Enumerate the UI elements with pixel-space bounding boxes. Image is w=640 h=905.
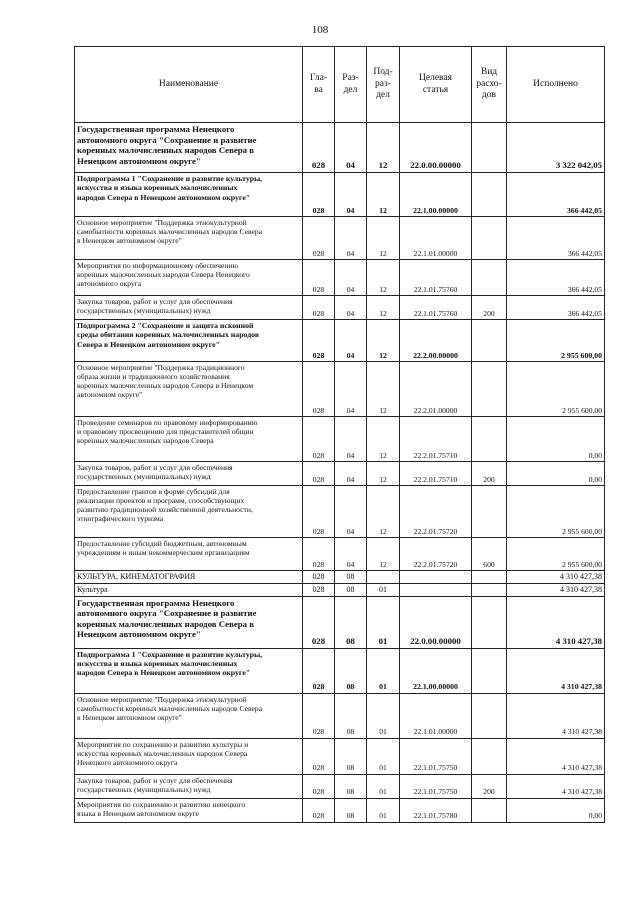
cell-target: 22.0.00.00000 bbox=[400, 123, 472, 173]
cell-target: 22.2.01.75720 bbox=[400, 486, 472, 538]
cell-vid bbox=[472, 320, 507, 362]
cell-razdel: 04 bbox=[335, 417, 367, 462]
table-row bbox=[75, 596, 605, 648]
cell-target: 22.1.00.00000 bbox=[400, 648, 472, 693]
budget-table bbox=[74, 46, 605, 823]
cell-amount: 4 310 427,38 bbox=[507, 584, 605, 597]
cell-target: 22.1.01.75760 bbox=[400, 260, 472, 296]
cell-glava: 028 bbox=[303, 417, 335, 462]
cell-podrazdel: 12 bbox=[367, 417, 400, 462]
table-row bbox=[75, 798, 605, 822]
table-row bbox=[75, 123, 605, 173]
cell-target: 22.1.01.00000 bbox=[400, 217, 472, 260]
cell-vid bbox=[472, 798, 507, 822]
cell-name: Предоставление субсидий бюджетным, автономным учреждениям и иным некоммерческим организациям bbox=[75, 538, 303, 571]
table-body bbox=[75, 123, 605, 823]
header-podrazdel: Под- раз- дел bbox=[367, 47, 400, 123]
cell-glava: 028 bbox=[303, 571, 335, 584]
cell-glava: 028 bbox=[303, 738, 335, 774]
cell-amount: 366 442,05 bbox=[507, 217, 605, 260]
cell-target: 22.2.00.00000 bbox=[400, 320, 472, 362]
cell-name: Мероприятия по сохранению и развитию культуры и искусства коренных малочисленных народов Севера Ненецкого автономного округа bbox=[75, 738, 303, 774]
cell-name: Закупка товаров, работ и услуг для обеспечения государственных (муниципальных) нужд bbox=[75, 462, 303, 486]
cell-name: Мероприятия по информационному обеспечению коренных малочисленных народов Севера Ненецкого автономного округа bbox=[75, 260, 303, 296]
cell-name: Основное мероприятие "Поддержка этнокультурной самобытности коренных малочисленных народов Севера в Ненецком автономном округе" bbox=[75, 217, 303, 260]
cell-razdel: 08 bbox=[335, 693, 367, 738]
cell-glava: 028 bbox=[303, 648, 335, 693]
cell-razdel: 04 bbox=[335, 296, 367, 320]
cell-amount: 4 310 427,38 bbox=[507, 596, 605, 648]
cell-amount: 0,00 bbox=[507, 417, 605, 462]
cell-podrazdel: 01 bbox=[367, 596, 400, 648]
table-row bbox=[75, 362, 605, 417]
cell-target: 22.2.01.75710 bbox=[400, 417, 472, 462]
header-vid: Вид расхо- дов bbox=[472, 47, 507, 123]
table-row bbox=[75, 571, 605, 584]
cell-glava: 028 bbox=[303, 462, 335, 486]
cell-name: Проведение семинаров по правовому информированию и правовому просвещению для представителей общин коренных малочисленных народов Севера bbox=[75, 417, 303, 462]
cell-razdel: 08 bbox=[335, 596, 367, 648]
cell-target bbox=[400, 584, 472, 597]
header-razdel: Раз- дел bbox=[335, 47, 367, 123]
cell-vid: 200 bbox=[472, 296, 507, 320]
cell-razdel: 04 bbox=[335, 123, 367, 173]
cell-amount: 0,00 bbox=[507, 462, 605, 486]
cell-glava: 028 bbox=[303, 596, 335, 648]
cell-name: Подпрограмма 2 "Сохранение и защита исконной среды обитания коренных малочисленных народов Севера в Ненецком автономном округе" bbox=[75, 320, 303, 362]
cell-vid bbox=[472, 571, 507, 584]
cell-podrazdel: 12 bbox=[367, 260, 400, 296]
header-row bbox=[75, 47, 605, 123]
cell-glava: 028 bbox=[303, 486, 335, 538]
table-row bbox=[75, 538, 605, 571]
cell-razdel: 08 bbox=[335, 571, 367, 584]
cell-glava: 028 bbox=[303, 693, 335, 738]
cell-name: Предоставление грантов в форме субсидий для реализации проектов и программ, способствующих развитию традиционной хозяйственной деятельности, этнографического туризма bbox=[75, 486, 303, 538]
cell-target: 22.1.01.75760 bbox=[400, 296, 472, 320]
table-row bbox=[75, 738, 605, 774]
cell-razdel: 04 bbox=[335, 462, 367, 486]
cell-amount: 4 310 427,38 bbox=[507, 693, 605, 738]
cell-podrazdel: 01 bbox=[367, 693, 400, 738]
table-row bbox=[75, 693, 605, 738]
cell-vid bbox=[472, 486, 507, 538]
cell-vid: 600 bbox=[472, 538, 507, 571]
header-name: Наименование bbox=[75, 47, 303, 123]
table-row bbox=[75, 296, 605, 320]
cell-amount: 4 310 427,38 bbox=[507, 571, 605, 584]
cell-target bbox=[400, 571, 472, 584]
cell-razdel: 04 bbox=[335, 173, 367, 217]
cell-name: КУЛЬТУРА, КИНЕМАТОГРАФИЯ bbox=[75, 571, 303, 584]
cell-glava: 028 bbox=[303, 584, 335, 597]
cell-name: Государственная программа Ненецкого автономного округа "Сохранение и развитие коренных малочисленных народов Севера в Ненецком автономном округе" bbox=[75, 123, 303, 173]
cell-name: Государственная программа Ненецкого автономного округа "Сохранение и развитие коренных малочисленных народов Севера в Ненецком автономном округе" bbox=[75, 596, 303, 648]
table-row bbox=[75, 417, 605, 462]
cell-vid: 200 bbox=[472, 462, 507, 486]
cell-glava: 028 bbox=[303, 173, 335, 217]
cell-glava: 028 bbox=[303, 362, 335, 417]
cell-vid bbox=[472, 584, 507, 597]
cell-podrazdel: 12 bbox=[367, 217, 400, 260]
cell-vid bbox=[472, 173, 507, 217]
cell-amount: 4 310 427,38 bbox=[507, 648, 605, 693]
cell-razdel: 04 bbox=[335, 538, 367, 571]
cell-razdel: 08 bbox=[335, 798, 367, 822]
cell-name: Закупка товаров, работ и услуг для обеспечения государственных (муниципальных) нужд bbox=[75, 774, 303, 798]
cell-amount: 4 310 427,38 bbox=[507, 738, 605, 774]
cell-podrazdel: 01 bbox=[367, 738, 400, 774]
cell-glava: 028 bbox=[303, 538, 335, 571]
cell-podrazdel: 12 bbox=[367, 123, 400, 173]
cell-vid bbox=[472, 693, 507, 738]
cell-razdel: 04 bbox=[335, 362, 367, 417]
cell-glava: 028 bbox=[303, 296, 335, 320]
table-row bbox=[75, 173, 605, 217]
cell-podrazdel: 12 bbox=[367, 486, 400, 538]
cell-glava: 028 bbox=[303, 320, 335, 362]
cell-name: Основное мероприятие "Поддержка этнокультурной самобытности коренных малочисленных народов Севера в Ненецком автономном округе" bbox=[75, 693, 303, 738]
table-row bbox=[75, 486, 605, 538]
page-number: 108 bbox=[311, 24, 329, 36]
cell-podrazdel: 01 bbox=[367, 584, 400, 597]
cell-amount: 4 310 427,38 bbox=[507, 774, 605, 798]
table-row bbox=[75, 648, 605, 693]
cell-razdel: 08 bbox=[335, 774, 367, 798]
cell-podrazdel: 01 bbox=[367, 798, 400, 822]
cell-amount: 2 955 600,00 bbox=[507, 320, 605, 362]
cell-vid bbox=[472, 738, 507, 774]
cell-razdel: 04 bbox=[335, 217, 367, 260]
cell-vid bbox=[472, 260, 507, 296]
cell-vid bbox=[472, 123, 507, 173]
cell-amount: 0,00 bbox=[507, 798, 605, 822]
cell-glava: 028 bbox=[303, 798, 335, 822]
cell-glava: 028 bbox=[303, 260, 335, 296]
cell-amount: 2 955 600,00 bbox=[507, 486, 605, 538]
cell-vid: 200 bbox=[472, 774, 507, 798]
table-row bbox=[75, 260, 605, 296]
cell-podrazdel: 12 bbox=[367, 173, 400, 217]
cell-razdel: 08 bbox=[335, 648, 367, 693]
cell-vid bbox=[472, 362, 507, 417]
table-row bbox=[75, 462, 605, 486]
cell-razdel: 04 bbox=[335, 486, 367, 538]
cell-podrazdel: 12 bbox=[367, 538, 400, 571]
header-target: Целевая статья bbox=[400, 47, 472, 123]
table-row bbox=[75, 320, 605, 362]
cell-vid bbox=[472, 648, 507, 693]
cell-amount: 366 442,05 bbox=[507, 173, 605, 217]
cell-podrazdel: 12 bbox=[367, 362, 400, 417]
header-executed: Исполнено bbox=[507, 47, 605, 123]
cell-target: 22.1.01.00000 bbox=[400, 693, 472, 738]
cell-target: 22.1.01.75750 bbox=[400, 774, 472, 798]
cell-amount: 2 955 600,00 bbox=[507, 538, 605, 571]
cell-name: Закупка товаров, работ и услуг для обеспечения государственных (муниципальных) нужд bbox=[75, 296, 303, 320]
cell-podrazdel: 12 bbox=[367, 462, 400, 486]
cell-razdel: 04 bbox=[335, 320, 367, 362]
cell-name: Подпрограмма 1 "Сохранение и развитие культуры, искусства и языка коренных малочисленных народов Севера в Ненецком автономном округе" bbox=[75, 648, 303, 693]
cell-target: 22.2.01.75720 bbox=[400, 538, 472, 571]
cell-glava: 028 bbox=[303, 123, 335, 173]
cell-target: 22.1.01.75780 bbox=[400, 798, 472, 822]
table-row bbox=[75, 584, 605, 597]
cell-vid bbox=[472, 596, 507, 648]
cell-razdel: 08 bbox=[335, 738, 367, 774]
cell-target: 22.2.01.75710 bbox=[400, 462, 472, 486]
cell-razdel: 08 bbox=[335, 584, 367, 597]
table-row bbox=[75, 217, 605, 260]
cell-target: 22.0.00.00000 bbox=[400, 596, 472, 648]
cell-podrazdel bbox=[367, 571, 400, 584]
cell-vid bbox=[472, 417, 507, 462]
cell-amount: 366 442,05 bbox=[507, 260, 605, 296]
cell-glava: 028 bbox=[303, 774, 335, 798]
cell-target: 22.1.00.00000 bbox=[400, 173, 472, 217]
cell-amount: 3 322 042,05 bbox=[507, 123, 605, 173]
cell-name: Основное мероприятие "Поддержка традиционного образа жизни и традиционного хозяйствования коренных малочисленных народов Севера в Ненецком автономном округе" bbox=[75, 362, 303, 417]
cell-podrazdel: 01 bbox=[367, 774, 400, 798]
cell-name: Подпрограмма 1 "Сохранение и развитие культуры, искусства и языка коренных малочисленных народов Севера в Ненецком автономном округе" bbox=[75, 173, 303, 217]
cell-target: 22.1.01.75750 bbox=[400, 738, 472, 774]
cell-name: Культура bbox=[75, 584, 303, 597]
table-row bbox=[75, 774, 605, 798]
cell-razdel: 04 bbox=[335, 260, 367, 296]
cell-name: Мероприятия по сохранению и развитию ненецкого языка в Ненецком автономном округе bbox=[75, 798, 303, 822]
cell-podrazdel: 12 bbox=[367, 320, 400, 362]
cell-podrazdel: 01 bbox=[367, 648, 400, 693]
cell-amount: 366 442,05 bbox=[507, 296, 605, 320]
cell-glava: 028 bbox=[303, 217, 335, 260]
cell-vid bbox=[472, 217, 507, 260]
cell-amount: 2 955 600,00 bbox=[507, 362, 605, 417]
header-glava: Гла- ва bbox=[303, 47, 335, 123]
cell-podrazdel: 12 bbox=[367, 296, 400, 320]
cell-target: 22.2.01.00000 bbox=[400, 362, 472, 417]
